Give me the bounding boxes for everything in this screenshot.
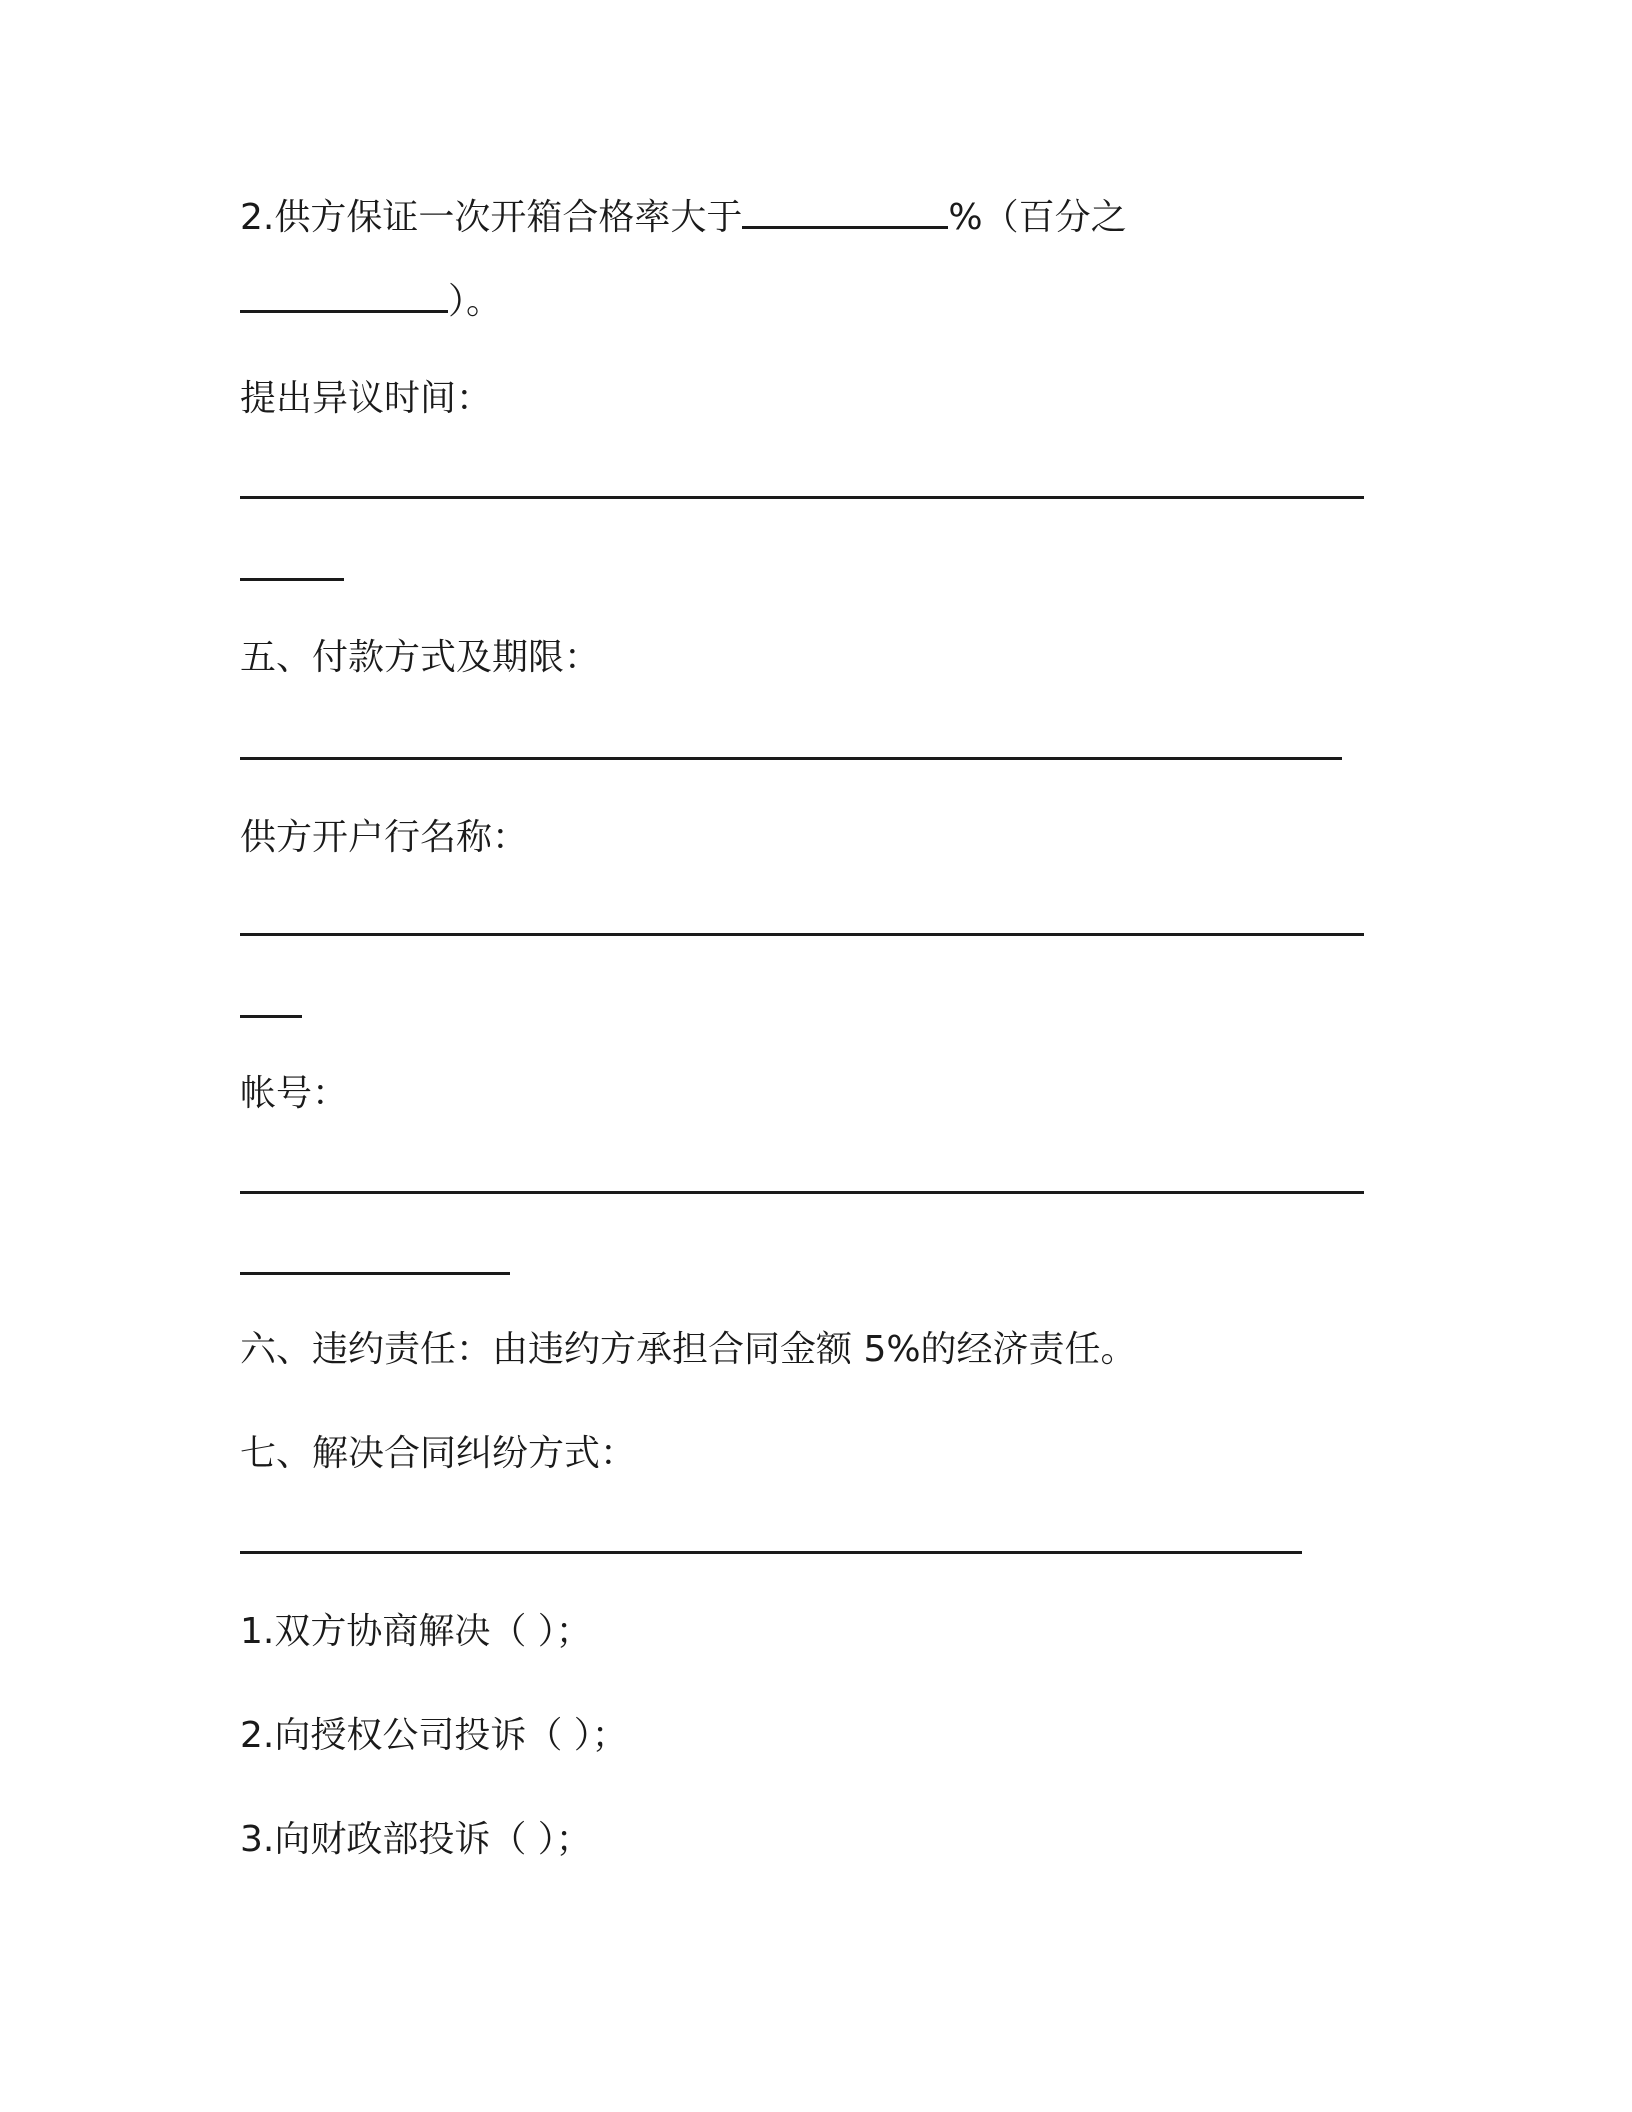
bank-name-label: 供方开户行名称： — [240, 817, 529, 858]
objection-time-label: 提出异议时间： — [240, 378, 493, 419]
closing-paren: ）。 — [448, 281, 503, 322]
percent-label: %（百分之 — [948, 197, 1127, 238]
percent-words-blank[interactable] — [240, 280, 448, 313]
pass-rate-label: 2.供方保证一次开箱合格率大于 — [240, 197, 743, 238]
bank-name-blank-2[interactable] — [240, 1015, 302, 1018]
liability-clause: 六、违约责任：由违约方承担合同金额 5%的经济责任。 — [240, 1329, 1137, 1370]
objection-time-blank-1[interactable] — [240, 496, 1364, 499]
pass-rate-line — [240, 194, 1127, 242]
account-blank-2[interactable] — [240, 1272, 510, 1275]
objection-time-blank-2[interactable] — [240, 578, 344, 581]
dispute-option-1: 1.双方协商解决（ ）； — [240, 1611, 592, 1652]
account-label: 帐号： — [240, 1073, 349, 1114]
dispute-heading: 七、解决合同纠纷方式： — [240, 1433, 637, 1474]
dispute-blank[interactable] — [240, 1551, 1302, 1554]
dispute-option-2: 2.向授权公司投诉（ ）； — [240, 1715, 628, 1756]
dispute-option-3: 3.向财政部投诉（ ）； — [240, 1819, 592, 1860]
payment-blank[interactable] — [240, 757, 1342, 760]
payment-heading: 五、付款方式及期限： — [240, 637, 601, 678]
pass-rate-blank[interactable] — [742, 196, 948, 229]
account-blank-1[interactable] — [240, 1191, 1364, 1194]
bank-name-blank-1[interactable] — [240, 933, 1364, 936]
percent-words-line — [240, 278, 502, 326]
